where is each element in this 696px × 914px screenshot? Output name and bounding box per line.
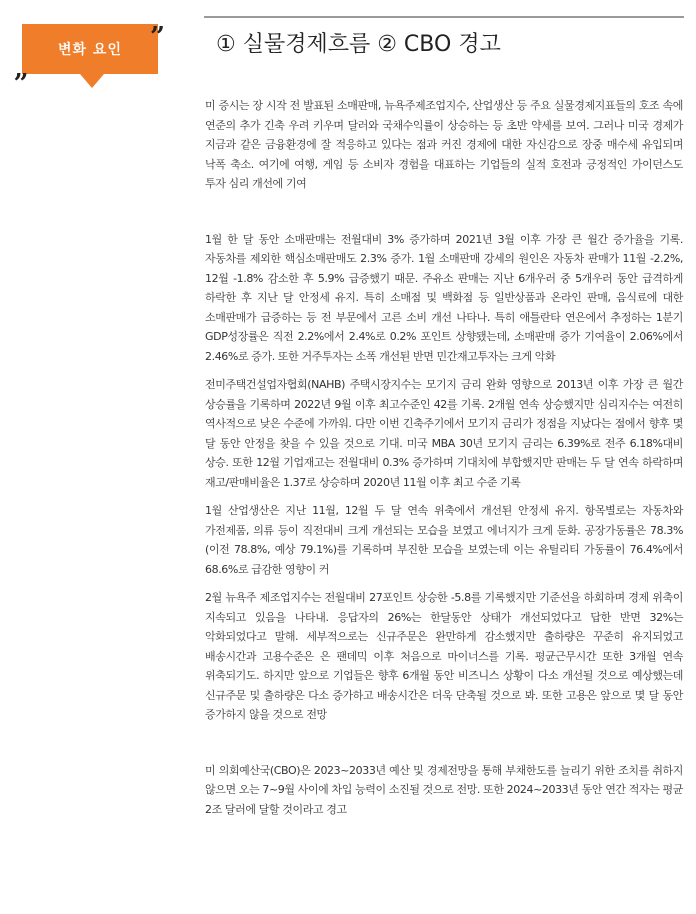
open-quote-icon: „ <box>14 54 29 84</box>
top-divider <box>204 16 684 18</box>
paragraph-empire-state-index: 2월 뉴욕주 제조업지수는 전월대비 27포인트 상승한 -5.8를 기록했지만 기준선을 하회하며 경제 위축이 지속되고 있음을 나타내. 응답자의 26%는 한달동안 상태가 개선되었다고 답한 반면 32%는 악화되었다고 말해. 세부적으로는 신규주문은 완만하게 감소했지만 출하량은 꾸준히 유지되었고 배송시간과 고용수준은 은 팬데믹 이후 처음으로 마이너스를 기록. 평균근무시간 또한 3개월 연속 위축되기도. 하지만 앞으로 기업들은 향후 6개월 동안 비즈니스 상황이 다소 개선될 것으로 예상했는데 신규주문 및 출하량은 다소 증가하고 배송시간은 더욱 단축될 것으로 봐. 또한 고용은 앞으로 몇 달 동안 증가하지 않을 것으로 전망 <box>205 591 683 721</box>
paragraph-market-overview: 미 증시는 장 시작 전 발표된 소매판매, 뉴욕주제조업지수, 산업생산 등 주요 실물경제지표들의 호조 속에 연준의 추가 긴축 우려 키우며 달러와 국채수익률이 상승하는 등 초반 약세를 보여. 그러나 미국 경제가 지금과 같은 금융환경에 잘 적응하고 있다는 점과 커진 경제에 대한 자신감으로 장중 매수세 유입되며 낙폭 축소. 여기에 여행, 게임 등 소비자 경험을 대표하는 기업들의 실적 호전과 긍정적인 가이던스도 투자 심리 개선에 기여 <box>205 99 683 190</box>
section-tag <box>22 24 158 74</box>
page-title: ① 실물경제흐름 ② CBO 경고 <box>216 32 501 57</box>
section-tag-pointer <box>80 74 104 88</box>
paragraph-cbo-warning: 미 의회예산국(CBO)은 2023~2033년 예산 및 경제전망을 통해 부채한도를 늘리기 위한 조치를 취하지 않으면 오는 7~9월 사이에 차입 능력이 소진될 것으로 전망. 또한 2024~2033년 동안 연간 적자는 평균 2조 달러에 달할 것이라고 경고 <box>205 763 683 816</box>
paragraph-housing-index: 전미주택건설업자협회(NAHB) 주택시장지수는 모기지 금리 완화 영향으로 2013년 이후 가장 큰 월간 상승률을 기록하며 2022년 9월 이후 최고수준인 42를 기록. 2개월 연속 상승했지만 심리지수는 여전히 역사적으로 낮은 수준에 가까워. 다만 이번 긴축주기에서 모기지 금리가 정점을 지났다는 점에서 향후 몇 달 동안 안정을 찾을 수 있을 것으로 기대. 미국 MBA 30년 모기지 금리는 6.39%로 전주 6.18%대비 상승. 또한 12월 기업재고는 전월대비 0.3% 증가하며 기대치에 부합했지만 판매는 두 달 연속 하락하며 재고/판매비율은 1.37로 상승하며 2020년 11월 이후 최고 수준 기록 <box>205 378 683 489</box>
article-body <box>205 96 683 819</box>
close-quote-icon: ” <box>150 22 165 52</box>
section-tag-label: 변화 요인 <box>58 42 122 58</box>
paragraph-retail-sales: 1월 한 달 동안 소매판매는 전월대비 3% 증가하며 2021년 3월 이후 가장 큰 월간 증가율을 기록. 자동차를 제외한 핵심소매판매도 2.3% 증가. 1월 소매판매 강세의 원인은 자동차 판매가 11월 -2.2%, 12월 -1.8% 감소한 후 5.9% 급증했기 때문. 주유소 판매는 지난 6개우러 중 5개우러 동안 급격하게 하락한 후 지난 달 안정세 유지. 특히 소매점 및 백화점 등 일반상품과 온라인 판매, 음식료에 대한 소매판매가 급증하는 등 전 부문에서 고른 소비 개선 나타나. 특히 애틀란타 연은에서 추정하는 1분기 GDP성장률은 직전 2.2%에서 2.4%로 0.2% 포인트 상향됐는데, 소매판매 증가 기여율이 2.06%에서 2.46%로 증가. 또한 거주투자는 소폭 개선된 반면 민간재고투자는 크게 악화 <box>205 232 683 363</box>
paragraph-industrial-production: 1월 산업생산은 지난 11월, 12월 두 달 연속 위축에서 개선된 안정세 유지. 항목별로는 자동차와 가전제품, 의류 등이 직전대비 크게 개선되는 모습을 보였고 에너지가 크게 둔화. 공장가동률은 78.3%(이전 78.8%, 예상 79.1%)를 기록하며 부진한 모습을 보였는데 이는 유틸리티 가동률이 76.4%에서 68.6%로 급감한 영향이 커 <box>205 504 683 576</box>
